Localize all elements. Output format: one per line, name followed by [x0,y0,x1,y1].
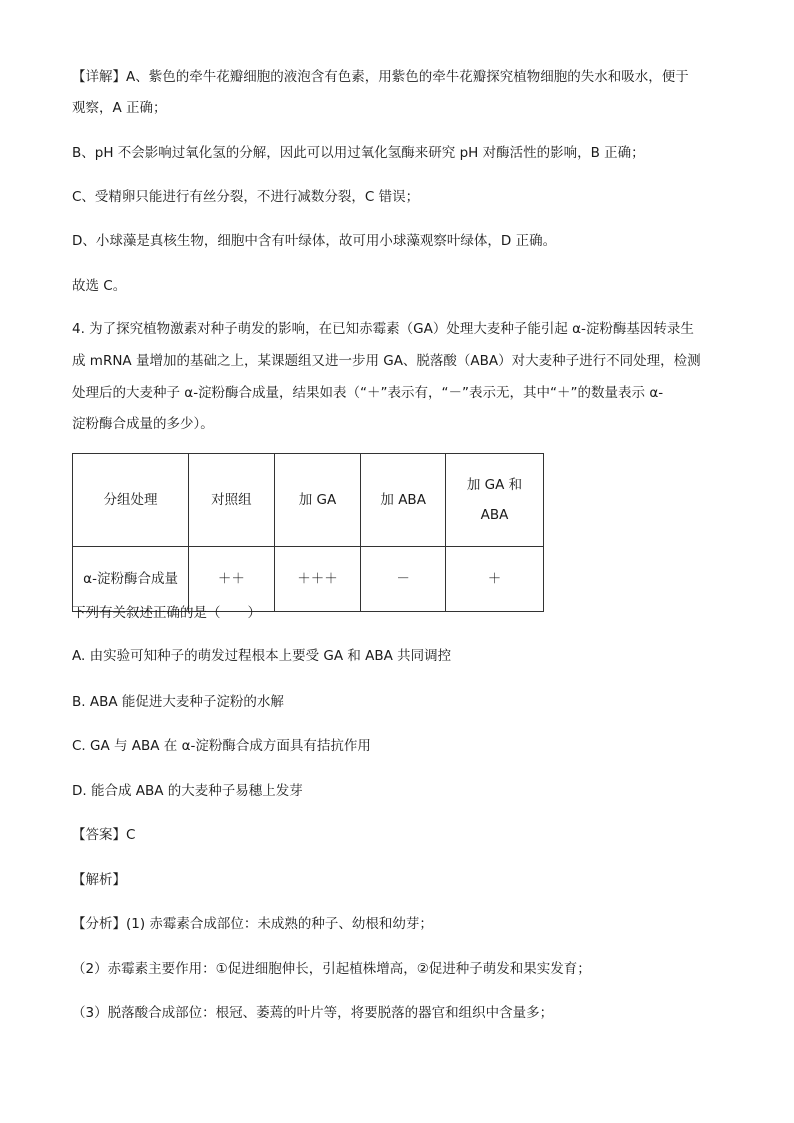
analysis-line: 【分析】(1) 赤霉素合成部位：未成熟的种子、幼根和幼芽； [72,916,433,932]
table-header-cell: 对照组 [189,454,275,547]
results-table [72,453,544,612]
table-cell: － [361,547,446,612]
question-stem: 下列有关叙述正确的是（ ） [72,605,261,621]
table-cell: ＋＋ [189,547,275,612]
explanation-line: B、pH 不会影响过氧化氢的分解，因此可以用过氧化氢酶来研究 pH 对酶活性的影响，B 正确； [72,145,645,161]
table-row [73,454,544,547]
answer: 【答案】C [72,827,136,843]
explanation-line: 【详解】A、紫色的牵牛花瓣细胞的液泡含有色素，用紫色的牵牛花瓣探究植物细胞的失水和吸水，便于 [72,69,689,85]
explanation-line: D、小球藻是真核生物，细胞中含有叶绿体，故可用小球藻观察叶绿体，D 正确。 [72,233,557,249]
option-d: D. 能合成 ABA 的大麦种子易穗上发芽 [72,783,303,799]
table-header-cell: 分组处理 [73,454,189,547]
explanation-line: 故选 C。 [72,278,127,294]
question-line: 处理后的大麦种子 α-淀粉酶合成量，结果如表（“＋”表示有，“－”表示无，其中“＋”的数量表示 α- [72,385,664,401]
question-line: 成 mRNA 量增加的基础之上，某课题组又进一步用 GA、脱落酸（ABA）对大麦种子进行不同处理，检测 [72,353,701,369]
table-header-cell: 加 ABA [361,454,446,547]
table-header-cell: 加 GA [274,454,361,547]
table-row [73,547,544,612]
question-line: 淀粉酶合成量的多少）。 [72,416,214,432]
analysis-line: （3）脱落酸合成部位：根冠、萎蔫的叶片等，将要脱落的器官和组织中含量多； [72,1005,554,1021]
analysis-title: 【解析】 [72,872,126,888]
table-header-cell: 加 GA 和 ABA [446,454,544,547]
option-a: A. 由实验可知种子的萌发过程根本上要受 GA 和 ABA 共同调控 [72,648,452,664]
table-cell: α-淀粉酶合成量 [73,547,189,612]
explanation-line: 观察，A 正确； [72,100,167,116]
option-c: C. GA 与 ABA 在 α-淀粉酶合成方面具有拮抗作用 [72,738,371,754]
table-cell: ＋ [446,547,544,612]
explanation-line: C、受精卵只能进行有丝分裂，不进行减数分裂，C 错误； [72,189,420,205]
analysis-line: （2）赤霉素主要作用：①促进细胞伸长，引起植株增高，②促进种子萌发和果实发育； [72,961,591,977]
question-line: 4. 为了探究植物激素对种子萌发的影响，在已知赤霉素（GA）处理大麦种子能引起 α-淀粉酶基因转录生 [72,321,694,337]
table-cell: ＋＋＋ [274,547,361,612]
option-b: B. ABA 能促进大麦种子淀粉的水解 [72,694,284,710]
